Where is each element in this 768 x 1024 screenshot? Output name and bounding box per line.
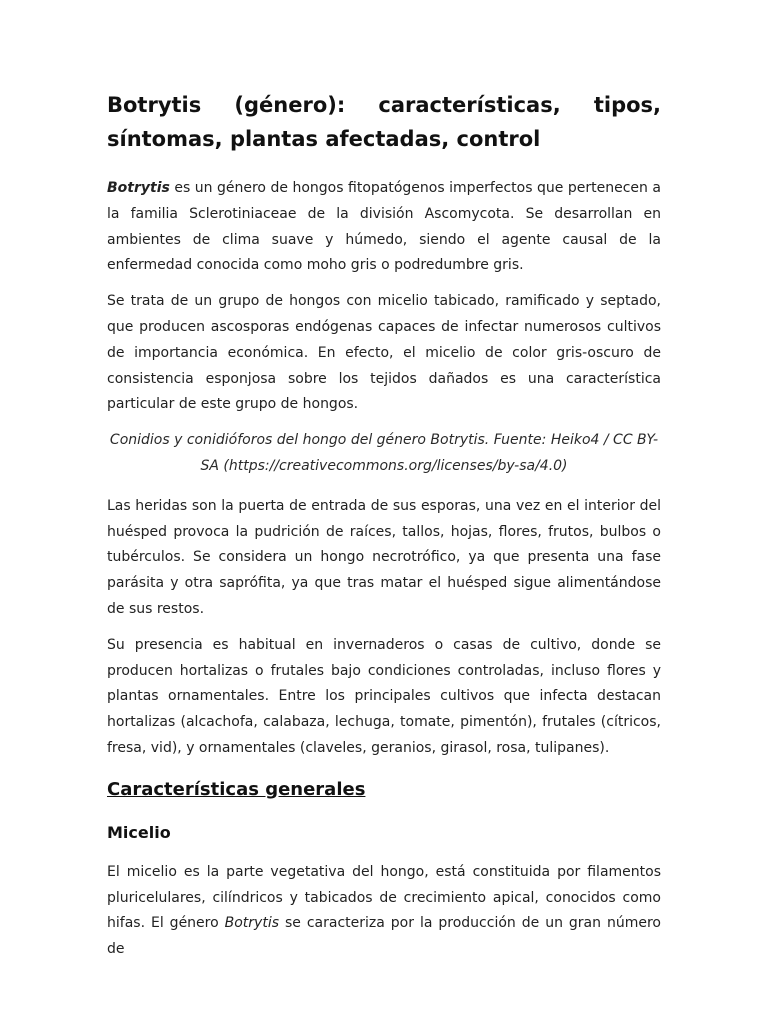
paragraph-mycelium-term: Botrytis: [224, 915, 280, 932]
intro-paragraph: [107, 176, 661, 279]
section-heading-general-characteristics: Características generales: [107, 778, 366, 800]
paragraph-mycelium-description: Se trata de un grupo de hongos con micelio tabicado, ramificado y septado, que producen ascosporas endógenas capaces de infectar numerosos cultivos de importancia económica. En efecto, el micelio de color gris-oscuro de consistencia esponjosa sobre los tejidos dañados es una característica particular de este grupo de hongos.: [107, 293, 661, 413]
page-title: Botrytis (género): características, tipos, síntomas, plantas afectadas, control: [107, 93, 661, 151]
image-caption: Conidios y conidióforos del hongo del género Botrytis. Fuente: Heiko4 / CC BY-SA (https://creativecommons.org/licenses/by-sa/4.0): [109, 432, 659, 474]
intro-text: es un género de hongos fitopatógenos imperfectos que pertenecen a la familia Sclerotiniaceae de la división Ascomycota. Se desarrollan en ambientes de clima suave y húmedo, siendo el agente causal de la enfermedad conocida como moho gris o podredumbre gris.: [107, 180, 661, 274]
paragraph-mycelium-after: se caracteriza por la producción de un gran número de: [107, 915, 661, 958]
paragraph-mycelium-before: El micelio es la parte vegetativa del hongo, está constituida por filamentos pluricelulares, cilíndricos y tabicados de crecimiento apical, conocidos como hifas. El género: [107, 863, 661, 932]
intro-lead-term: Botrytis: [107, 180, 170, 196]
paragraph-infection: Las heridas son la puerta de entrada de sus esporas, una vez en el interior del huésped provoca la pudrición de raíces, tallos, hojas, flores, frutos, bulbos o tubérculos. Se considera un hongo necrotrófico, ya que presenta una fase parásita y otra saprófita, ya que tras matar el huésped sigue alimentándose de sus restos.: [107, 497, 661, 617]
document-page: [107, 88, 661, 973]
paragraph-mycelium: [107, 860, 661, 963]
subheading-mycelium: Micelio: [107, 822, 171, 842]
paragraph-crops: Su presencia es habitual en invernaderos o casas de cultivo, donde se producen hortalizas o frutales bajo condiciones controladas, incluso flores y plantas ornamentales. Entre los principales cultivos que infecta destacan hortalizas (alcachofa, calabaza, lechuga, tomate, pimentón), frutales (cítricos, fresa, vid), y ornamentales (claveles, geranios, girasol, rosa, tulipanes).: [107, 636, 661, 756]
